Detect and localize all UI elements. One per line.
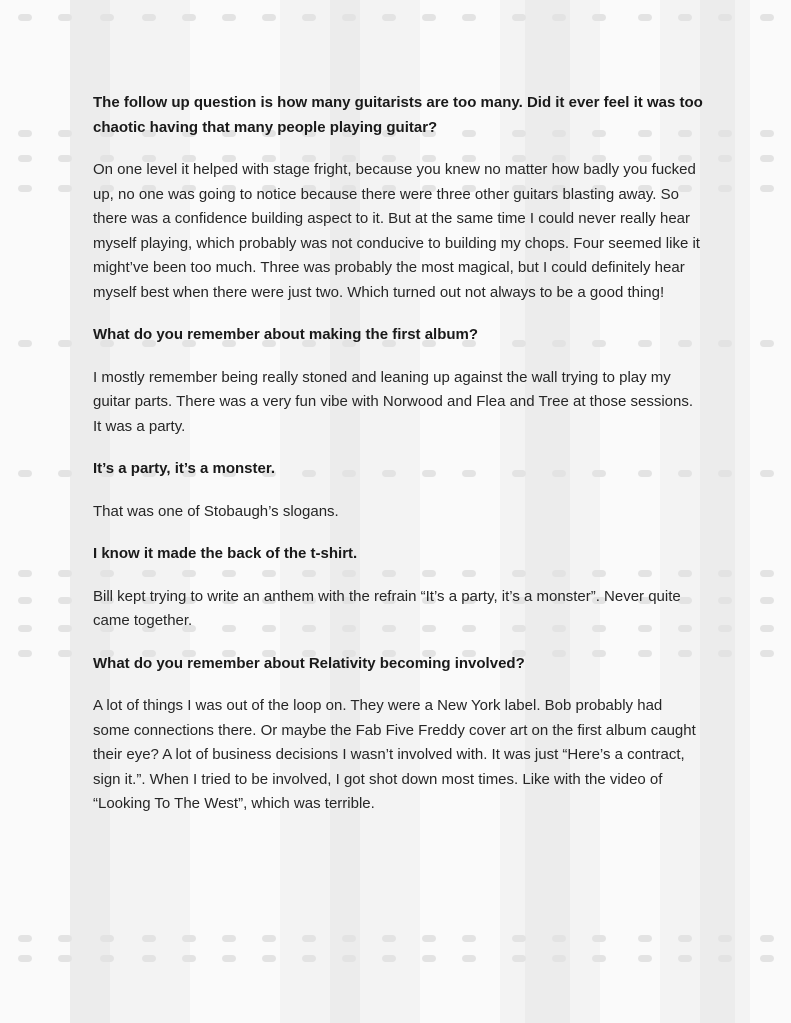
background-dot: [182, 955, 196, 962]
background-dot: [222, 935, 236, 942]
background-dot-row: [0, 955, 791, 963]
background-dot: [58, 650, 72, 657]
background-dot: [760, 14, 774, 21]
background-dot: [718, 470, 732, 477]
background-dot: [760, 130, 774, 137]
background-dot: [552, 14, 566, 21]
background-dot: [58, 470, 72, 477]
background-dot: [58, 625, 72, 632]
background-dot: [592, 935, 606, 942]
background-dot: [58, 935, 72, 942]
background-dot: [718, 625, 732, 632]
background-dot: [262, 935, 276, 942]
question-4: I know it made the back of the t-shirt.: [93, 545, 358, 562]
background-dot: [100, 14, 114, 21]
background-dot: [678, 955, 692, 962]
background-dot: [18, 625, 32, 632]
background-dot: [422, 935, 436, 942]
question-5: What do you remember about Relativity becoming involved?: [93, 654, 525, 672]
background-dot: [142, 14, 156, 21]
background-dot: [18, 155, 32, 162]
background-dot: [760, 935, 774, 942]
background-dot: [462, 955, 476, 962]
background-dot: [58, 570, 72, 577]
background-dot: [512, 935, 526, 942]
answer-5: A lot of things I was out of the loop on. They were a New York label. Bob probably had some connections there. Or maybe the Fab Five Freddy cover art on the first album caught their eye? A lot of business decisions I wasn’t involved with. It was just “Here’s a contract, sign it.”. When I tried to be involved, I got shot down most times. Like with the video of “Looking To The West”, which was terrible.: [93, 697, 696, 812]
background-dot: [678, 935, 692, 942]
background-dot: [302, 955, 316, 962]
background-dot: [760, 470, 774, 477]
background-dot: [142, 955, 156, 962]
background-dot: [512, 955, 526, 962]
background-dot: [760, 625, 774, 632]
background-dot: [262, 955, 276, 962]
background-dot: [552, 955, 566, 962]
background-dot: [58, 340, 72, 347]
background-dot: [302, 935, 316, 942]
background-dot: [182, 935, 196, 942]
background-dot: [18, 570, 32, 577]
answer-4: Bill kept trying to write an anthem with the refrain “It’s a party, it’s a monster”. Never quite came together.: [93, 587, 681, 629]
background-dot: [760, 185, 774, 192]
background-dot: [58, 185, 72, 192]
background-dot: [382, 935, 396, 942]
background-dot: [678, 14, 692, 21]
background-dot: [18, 597, 32, 604]
background-dot: [760, 155, 774, 162]
background-dot: [18, 130, 32, 137]
background-dot: [718, 935, 732, 942]
background-dot: [718, 570, 732, 577]
background-dot: [302, 14, 316, 21]
background-dot: [718, 14, 732, 21]
answer-3: That was one of Stobaugh’s slogans.: [93, 502, 339, 520]
background-dot: [18, 470, 32, 477]
background-dot: [422, 955, 436, 962]
background-dot: [100, 935, 114, 942]
background-dot: [18, 14, 32, 21]
background-dot: [422, 14, 436, 21]
background-dot: [18, 935, 32, 942]
background-dot: [718, 597, 732, 604]
background-dot: [718, 185, 732, 192]
background-dot: [760, 650, 774, 657]
background-dot: [222, 955, 236, 962]
background-dot: [142, 935, 156, 942]
background-dot: [512, 14, 526, 21]
background-dot: [638, 935, 652, 942]
background-dot: [760, 955, 774, 962]
background-dot: [18, 185, 32, 192]
background-dot: [58, 597, 72, 604]
background-dot: [462, 14, 476, 21]
background-dot: [592, 955, 606, 962]
background-dot: [552, 935, 566, 942]
background-dot-row: [0, 14, 791, 22]
background-dot: [718, 650, 732, 657]
question-2: What do you remember about making the first album?: [93, 326, 479, 343]
answer-2: I mostly remember being really stoned and leaning up against the wall trying to play my guitar parts. There was a very fun vibe with Norwood and Flea and Tree at those sessions. It was a party.: [93, 368, 694, 435]
background-dot: [222, 14, 236, 21]
background-dot: [342, 955, 356, 962]
background-dot: [18, 955, 32, 962]
question-3: It’s a party, it’s a monster.: [93, 460, 276, 477]
background-dot: [18, 340, 32, 347]
answer-1: On one level it helped with stage fright, because you knew no matter how badly you fucked up, no one was going to notice because there were three other guitars blasting away. So there was a confidence building aspect to it. But at the same time I could never really hear myself playing, which probably was not conducive to building my chops. Four seemed like it might’ve been too much. Three was probably the most magical, but I could definitely hear myself best when there were just two. Which turned out not always to be a good thing!: [93, 161, 700, 301]
background-dot-row: [0, 935, 791, 943]
background-dot: [718, 130, 732, 137]
background-dot: [760, 597, 774, 604]
background-dot: [262, 14, 276, 21]
background-dot: [58, 130, 72, 137]
background-dot: [718, 955, 732, 962]
background-dot: [592, 14, 606, 21]
background-dot: [58, 955, 72, 962]
background-dot: [382, 955, 396, 962]
background-dot: [182, 14, 196, 21]
background-dot: [382, 14, 396, 21]
background-dot: [462, 935, 476, 942]
background-dot: [638, 14, 652, 21]
background-dot: [18, 650, 32, 657]
background-dot: [760, 340, 774, 347]
interview-text: [93, 91, 703, 835]
background-dot: [100, 955, 114, 962]
background-dot: [638, 955, 652, 962]
background-dot: [58, 14, 72, 21]
background-dot: [718, 155, 732, 162]
background-dot: [58, 155, 72, 162]
background-dot: [342, 935, 356, 942]
background-dot: [342, 14, 356, 21]
background-dot: [718, 340, 732, 347]
question-1: The follow up question is how many guitarists are too many. Did it ever feel it was too chaotic having that many people playing guitar?: [93, 94, 703, 136]
background-dot: [760, 570, 774, 577]
